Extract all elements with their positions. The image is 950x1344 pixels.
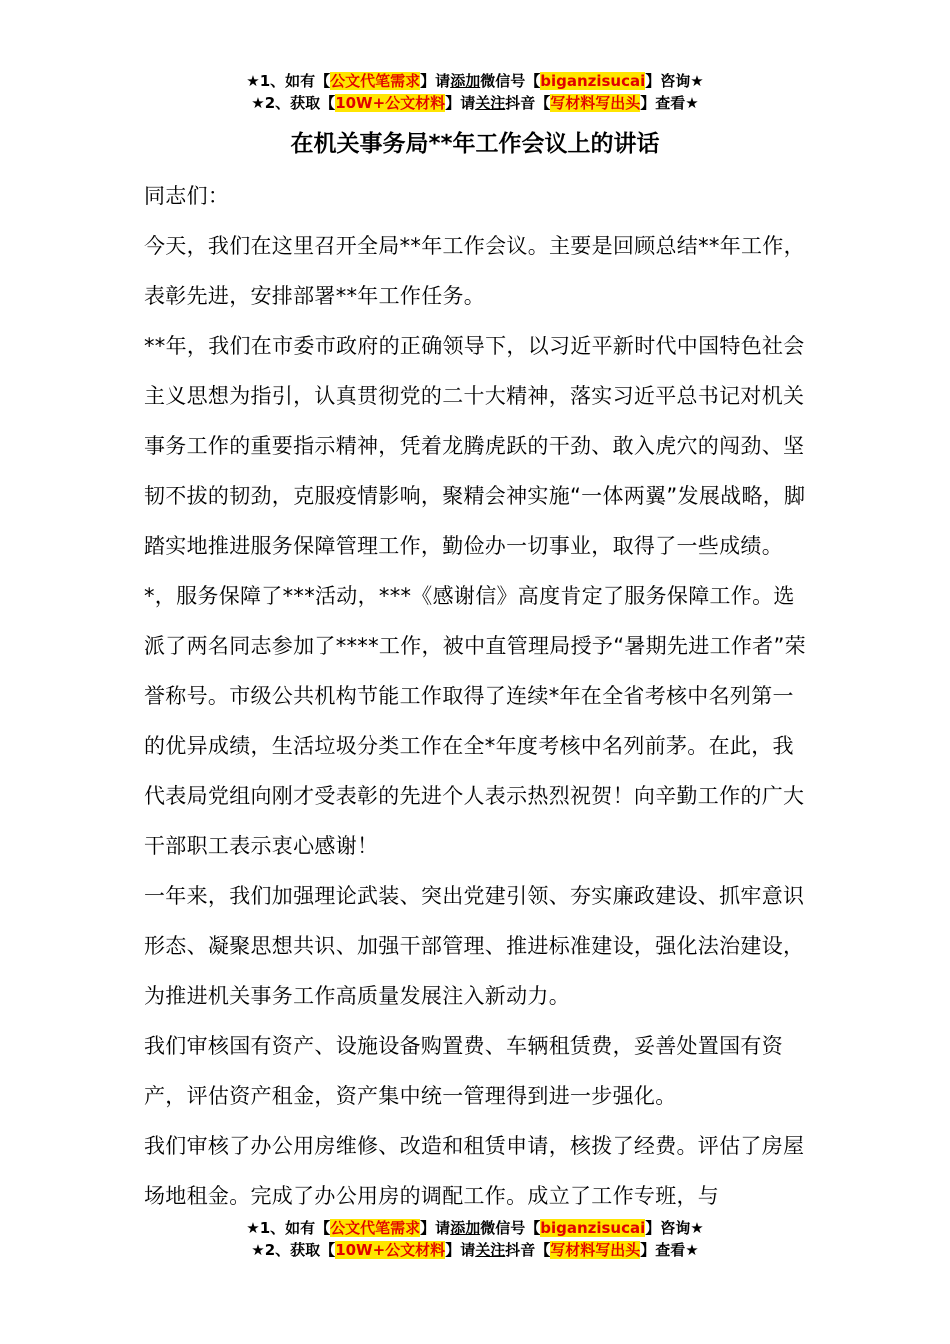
- document-title: 在机关事务局**年工作会议上的讲话: [290, 131, 660, 157]
- document-body: [144, 171, 809, 1221]
- paragraph: 一年来，我们加强理论武装、突出党建引领、夯实廉政建设、抓牢意识形态、凝聚思想共识、加强干部管理、推进标准建设，强化法治建设，为推进机关事务工作高质量发展注入新动力。: [144, 884, 805, 1008]
- promo-wechat-id: biganzisucai: [540, 72, 646, 90]
- promo-douyin-name: 写材料写出头: [550, 1241, 641, 1259]
- paragraph: 我们审核了办公用房维修、改造和租赁申请，核拨了经费。评估了房屋场地租金。完成了办公用房的调配工作。成立了工作专班，与: [144, 1134, 805, 1208]
- paragraph: 我们审核国有资产、设施设备购置费、车辆租赁费，妥善处置国有资产，评估资产租金，资产集中统一管理得到进一步强化。: [144, 1034, 783, 1108]
- promo-footer: [0, 1217, 950, 1261]
- salutation: 同志们：: [144, 184, 230, 208]
- promo-line-1: ★1、如有【公文代笔需求】请添加微信号【biganzisucai】咨询★: [246, 72, 704, 90]
- promo-header: [0, 70, 950, 114]
- promo-wechat-id: biganzisucai: [540, 1219, 646, 1237]
- promo-highlight: 10W+公文材料: [335, 94, 446, 112]
- promo-highlight: 10W+公文材料: [335, 1241, 446, 1259]
- promo-douyin-name: 写材料写出头: [550, 94, 641, 112]
- promo-line-2: ★2、获取【10W+公文材料】请关注抖音【写材料写出头】查看★: [251, 94, 699, 112]
- promo-highlight: 公文代笔需求: [330, 1219, 421, 1237]
- promo-highlight: 公文代笔需求: [330, 72, 421, 90]
- promo-line-1: ★1、如有【公文代笔需求】请添加微信号【biganzisucai】咨询★: [246, 1219, 704, 1237]
- paragraph: **年，我们在市委市政府的正确领导下，以习近平新时代中国特色社会主义思想为指引，认真贯彻党的二十大精神，落实习近平总书记对机关事务工作的重要指示精神，凭着龙腾虎跃的干劲、敢入虎穴的闯劲、坚韧不拔的韧劲，克服疫情影响，聚精会神实施“一体两翼”发展战略，脚踏实地推进服务保障管理工作，勤俭办一切事业，取得了一些成绩。*，服务保障了***活动，***《感谢信》高度肯定了服务保障工作。选派了两名同志参加了****工作，被中直管理局授予“暑期先进工作者”荣誉称号。市级公共机构节能工作取得了连续*年在全省考核中名列第一的优异成绩，生活垃圾分类工作在全*年度考核中名列前茅。在此，我代表局党组向刚才受表彰的先进个人表示热烈祝贺！向辛勤工作的广大干部职工表示衷心感谢！: [144, 334, 806, 858]
- paragraph: 今天，我们在这里召开全局**年工作会议。主要是回顾总结**年工作，表彰先进，安排部署**年工作任务。: [144, 234, 805, 308]
- promo-line-2: ★2、获取【10W+公文材料】请关注抖音【写材料写出头】查看★: [251, 1241, 699, 1259]
